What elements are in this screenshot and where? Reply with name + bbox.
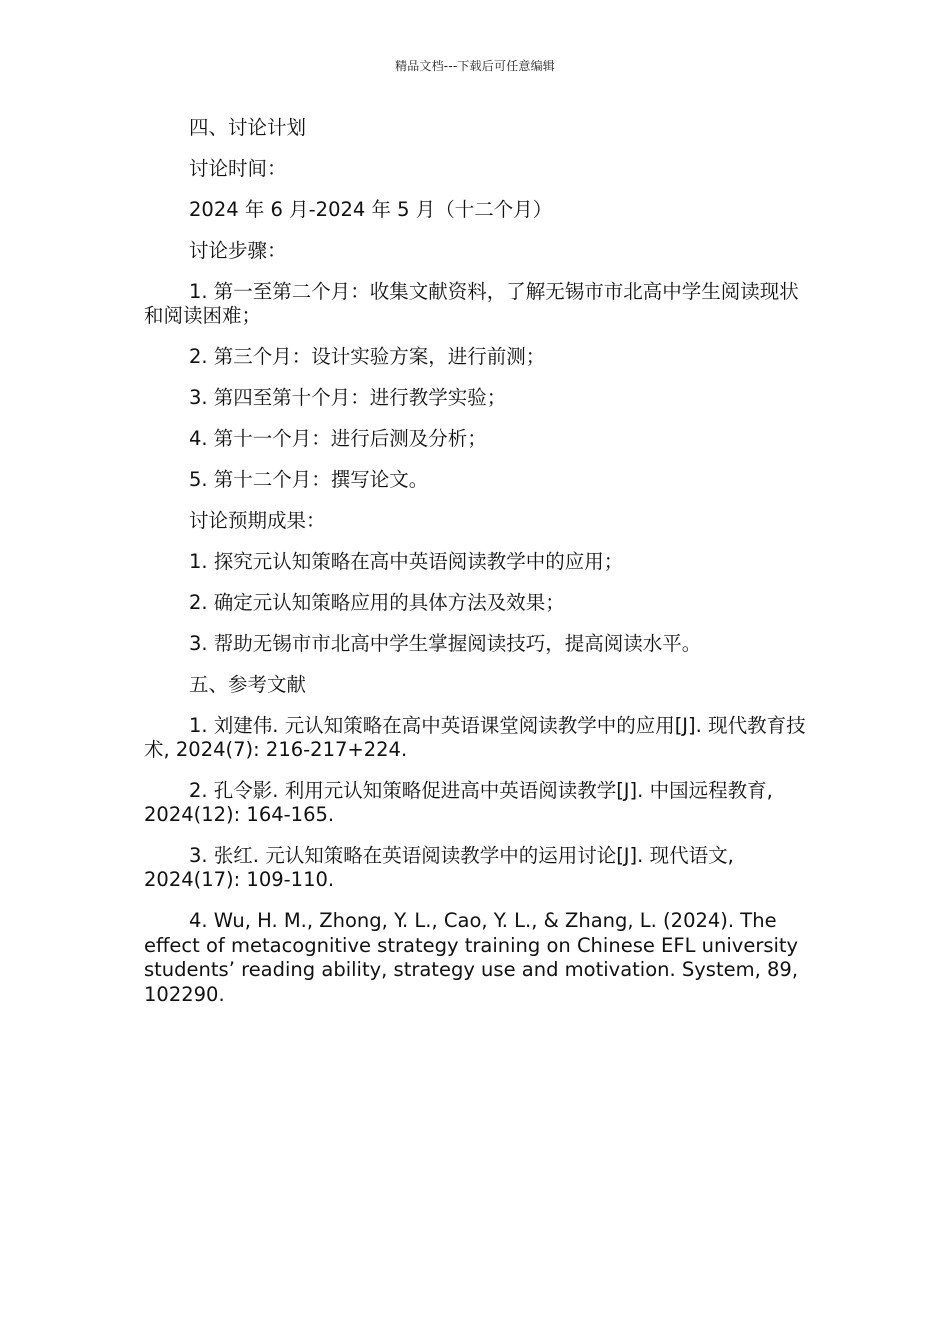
document-body — [144, 116, 816, 1007]
reference-item: 4. Wu, H. M., Zhong, Y. L., Cao, Y. L., & Zhang, L. (2024). The effect of metacognitive strategy training on Chinese EFL university students’ reading ability, strategy use and motivation. System, 89, 102290. — [144, 909, 799, 1006]
reference-item: 3. 张红. 元认知策略在英语阅读教学中的运用讨论[J]. 现代语文, 2024(17): 109-110. — [144, 844, 734, 891]
step-item: 4. 第十一个月：进行后测及分析； — [189, 427, 487, 450]
step-item: 2. 第三个月：设计实验方案，进行前测； — [189, 345, 546, 368]
discussion-steps-label: 讨论步骤： — [189, 239, 287, 262]
discussion-time-value: 2024 年 6 月-2024 年 5 月（十二个月） — [189, 198, 553, 221]
step-item: 1. 第一至第二个月：收集文献资料，了解无锡市市北高中学生阅读现状和阅读困难； — [144, 280, 799, 327]
reference-item: 1. 刘建伟. 元认知策略在高中英语课堂阅读教学中的应用[J]. 现代教育技术, 2024(7): 216-217+224. — [144, 714, 806, 761]
reference-item: 2. 孔令影. 利用元认知策略促进高中英语阅读教学[J]. 中国远程教育, 2024(12): 164-165. — [144, 779, 773, 826]
step-item: 3. 第四至第十个月：进行教学实验； — [189, 386, 507, 409]
section-heading-discussion-plan: 四、讨论计划 — [189, 116, 307, 139]
page-header-watermark: 精品文档---下载后可任意编辑 — [395, 59, 555, 73]
expected-outcomes-label: 讨论预期成果： — [189, 509, 326, 532]
discussion-time-label: 讨论时间： — [189, 157, 287, 180]
outcome-item: 2. 确定元认知策略应用的具体方法及效果； — [189, 591, 565, 614]
section-heading-references: 五、参考文献 — [189, 673, 307, 696]
outcome-item: 1. 探究元认知策略在高中英语阅读教学中的应用； — [189, 550, 624, 573]
step-item: 5. 第十二个月：撰写论文。 — [189, 468, 429, 491]
outcome-item: 3. 帮助无锡市市北高中学生掌握阅读技巧，提高阅读水平。 — [189, 632, 702, 655]
